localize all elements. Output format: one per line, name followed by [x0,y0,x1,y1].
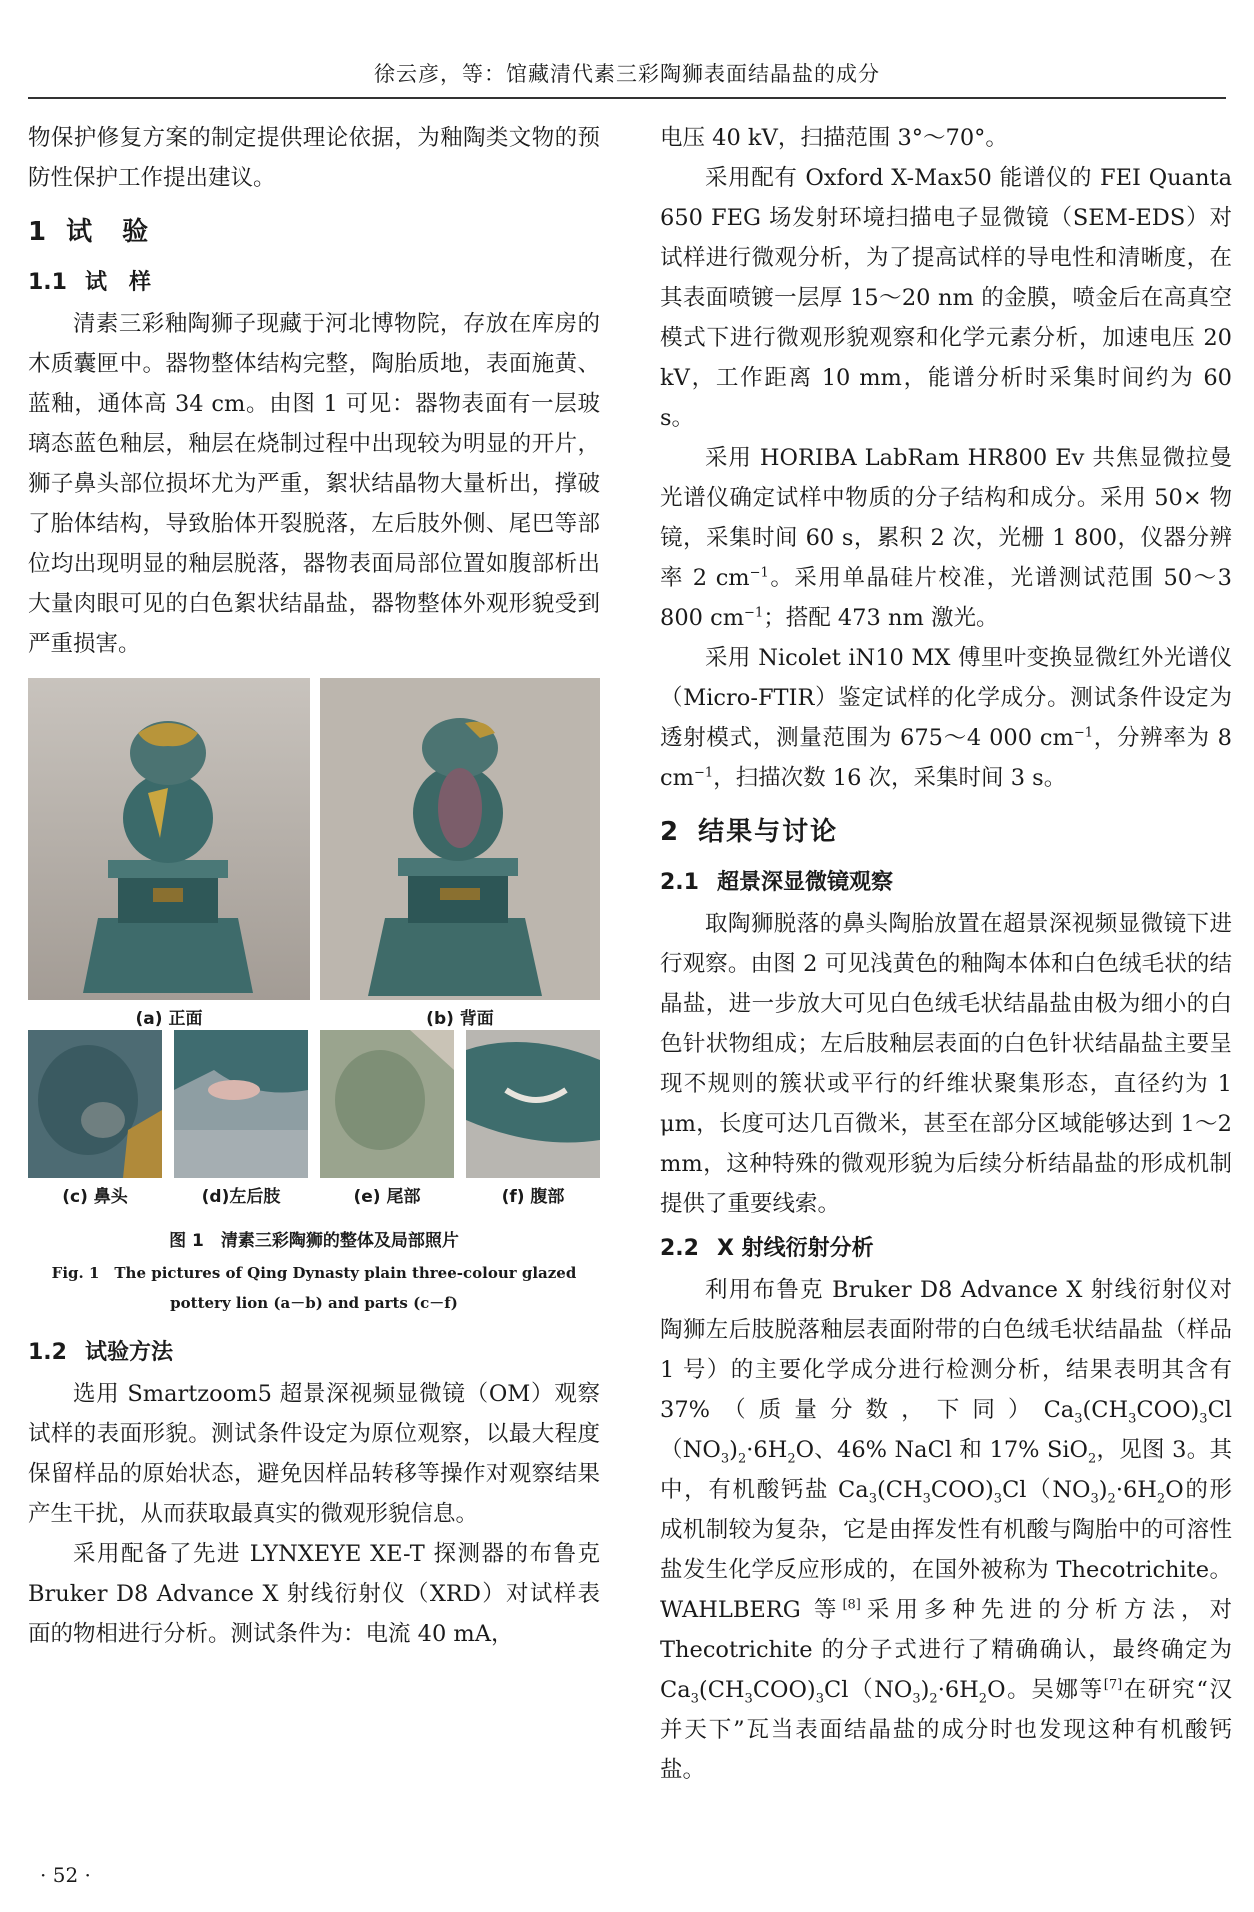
intro-paragraph: 物保护修复方案的制定提供理论依据，为釉陶类文物的预防性保护工作提出建议。 [28,125,600,191]
section-title: 试 验 [66,217,151,247]
subsection-title: 超景深显微镜观察 [716,870,893,895]
subsection-title: X 射线衍射分析 [716,1236,874,1261]
caption-e: (e) 尾部 [353,1187,421,1207]
lion-back-image [320,678,600,1000]
subsection-2-2-heading [660,1228,1232,1270]
caption-b: (b) 背面 [426,1009,494,1029]
sem-paragraph: 采用配有 Oxford X-Max50 能谱仪的 FEI Quanta 650 FEG 场发射环境扫描电子显微镜（SEM-EDS）对试样进行微观分析，为了提高试样的导电性和清晰度，在其表面喷镀一层厚 15～20 nm 的金膜，喷金后在高真空模式下进行微观形貌观察和化学元素分析，加速电压 20 kV，工作距离 10 mm，能谱分析时采集时间约为 60 s。 [660,165,1232,431]
subsection-number: 1.2 [28,1340,67,1365]
photo-front [28,678,310,1000]
section-1-heading [28,208,600,256]
nose-detail-image [28,1030,162,1178]
photo-nose [28,1030,162,1178]
tail-detail-image [320,1030,454,1178]
figure-caption-en-line1: Fig. 1 The pictures of Qing Dynasty plain three-colour glazed [51,1264,577,1282]
om-paragraph: 选用 Smartzoom5 超景深视频显微镜（OM）观察试样的表面形貌。测试条件设定为原位观察，以最大程度保留样品的原始状态，避免因样品转移等操作对观察结果产生干扰，从而获取最真实的微观形貌信息。 [28,1381,600,1527]
figure-1 [28,678,600,1428]
hind-leg-detail-image [174,1030,308,1178]
caption-a: (a) 正面 [135,1009,203,1029]
caption-d: (d)左后肢 [201,1187,281,1207]
caption-c: (c) 鼻头 [62,1187,128,1207]
section-2-heading [660,808,1232,856]
belly-detail-image [466,1030,600,1178]
om-results-paragraph: 取陶狮脱落的鼻头陶胎放置在超景深视频显微镜下进行观察。由图 2 可见浅黄色的釉陶本体和白色绒毛状的结晶盐，进一步放大可见白色绒毛状结晶盐由极为细小的白色针状物组成；左后肢釉层表面的白色针状结晶盐主要呈现不规则的簇状或平行的纤维状聚集形态，直径约为 1 μm，长度可达几百微米，甚至在部分区域能够达到 1～2 mm，这种特殊的微观形貌为后续分析结晶盐的形成机制提供了重要线索。 [660,911,1232,1217]
lion-front-image [28,678,310,1000]
citation-7[interactable]: [7] [1103,1677,1123,1693]
xrd-paragraph: 采用配备了先进 LYNXEYE XE-T 探测器的布鲁克 Bruker D8 Advance X 射线衍射仪（XRD）对试样表面的物相进行分析。测试条件为：电流 40 mA， [28,1541,600,1647]
caption-f: (f) 腹部 [501,1187,565,1207]
running-header: 徐云彦，等：馆藏清代素三彩陶狮表面结晶盐的成分 [374,62,880,86]
sample-paragraph: 清素三彩釉陶狮子现藏于河北博物院，存放在库房的木质囊匣中。器物整体结构完整，陶胎质地，表面施黄、蓝釉，通体高 34 cm。由图 1 可见：器物表面有一层玻璃态蓝色釉层，釉层在烧制过程中出现较为明显的开片，狮子鼻头部位损坏尤为严重，絮状结晶物大量析出，撑破了胎体结构，导致胎体开裂脱落，左后肢外侧、尾巴等部位均出现明显的釉层脱落，器物表面局部位置如腹部析出大量肉眼可见的白色絮状结晶盐，器物整体外观形貌受到严重损害。 [28,311,600,657]
left-column [28,118,600,1654]
header-rule [28,97,1226,99]
photo-belly [466,1030,600,1178]
citation-8[interactable]: [8] [842,1597,861,1613]
right-column [660,118,1232,1790]
photo-tail [320,1030,454,1178]
subsection-number: 2.1 [660,870,699,895]
subsection-1-1-heading [28,262,600,304]
ftir-paragraph: 采用 Nicolet iN10 MX 傅里叶变换显微红外光谱仪（Micro-FTIR）鉴定试样的化学成分。测试条件设定为透射模式，测量范围为 675～4 000 $cm^{-1}$，分辨率为 8 $cm^{-1}$，扫描次数 16 次，采集时间 3 s。 [660,645,1232,791]
page-number: · 52 · [40,1863,91,1887]
figure-caption-cn: 图 1 清素三彩陶狮的整体及局部照片 [169,1231,459,1251]
section-number: 1 [28,217,49,247]
subsection-title: 试 样 [84,270,151,295]
subsection-number: 1.1 [28,270,67,295]
section-number: 2 [660,817,681,847]
subsection-title: 试验方法 [84,1340,173,1365]
figure-caption-en-line2: pottery lion (a－b) and parts (c－f) [170,1294,458,1312]
xrd-results-paragraph: 利用布鲁克 Bruker D8 Advance X 射线衍射仪对陶狮左后肢脱落釉层表面附带的白色绒毛状结晶盐（样品 1 号）的主要化学成分进行检测分析，结果表明其含有 37%（质量分数，下同）$Ca_3(CH_3COO)_3Cl(NO_3)_2\cdot 6H_2O$、46% NaCl 和 17% SiO$_2$，见图 3。其中，有机酸钙盐 $Ca_3(CH_3COO)_3Cl(NO_3)_2\cdot 6H_2O$的形成机制较为复杂，它是由挥发性有机酸与陶胎中的可溶性盐发生化学反应形成的，在国外被称为 Thecotrichite。WAHLBERG 等[8]采用多种先进的分析方法，对 Thecotrichite 的分子式进行了精确确认，最终确定为 $Ca_3(CH_3COO)_3Cl(NO_3)_2\cdot 6H_2O$。吴娜等[7]在研究“汉并天下”瓦当表面结晶盐的成分时也发现这种有机酸钙盐。 [660,1277,1232,1783]
photo-left-hind-leg [174,1030,308,1178]
subsection-number: 2.2 [660,1236,699,1261]
section-title: 结果与讨论 [698,817,839,847]
subsection-2-1-heading [660,862,1232,904]
photo-back [320,678,600,1000]
raman-paragraph: 采用 HORIBA LabRam HR800 Ev 共焦显微拉曼光谱仪确定试样中物质的分子结构和成分。采用 50× 物镜，采集时间 60 s，累积 2 次，光栅 1 800，仪器分辨率 2 $cm^{-1}$。采用单晶硅片校准，光谱测试范围 50～3 800 $cm^{-1}$；搭配 473 nm 激光。 [660,445,1232,631]
xrd-continued-paragraph: 电压 40 kV，扫描范围 3°～70°。 [660,125,1008,151]
